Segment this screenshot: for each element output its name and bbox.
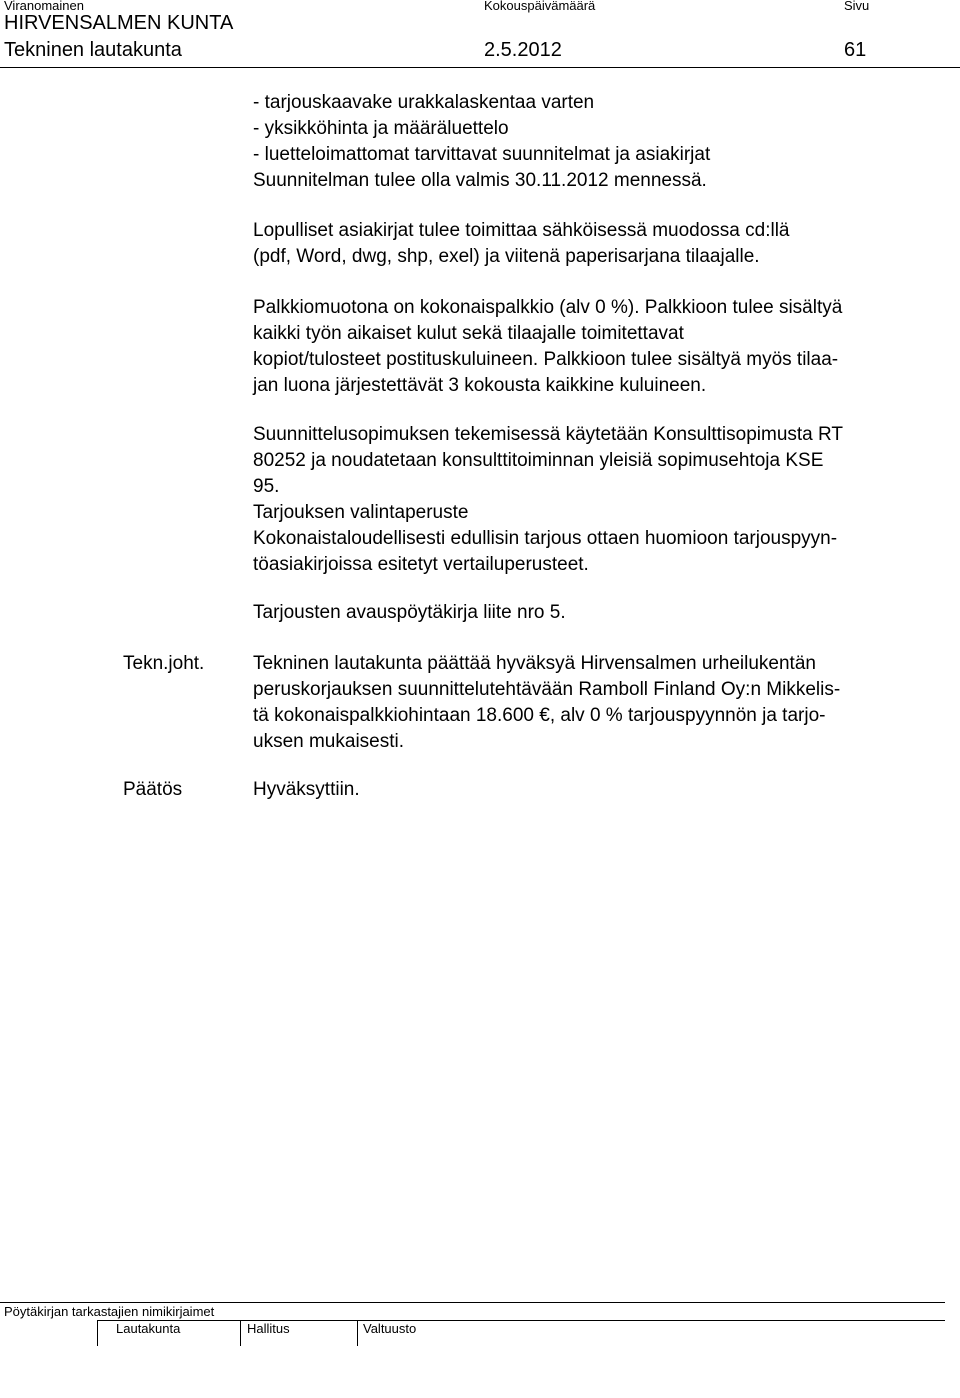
signature-column-board: Lautakunta [116,1321,181,1336]
paragraph-line: uksen mukaisesti. [253,731,405,752]
paragraph-line: jan luona järjestettävät 3 kokousta kaikkine kuluineen. [253,375,707,396]
meeting-date: 2.5.2012 [484,39,562,61]
date-caption: Kokouspäivämäärä [484,0,596,13]
paragraph-line: Palkkiomuotona on kokonaispalkkio (alv 0 %). Palkkioon tulee sisältyä [253,297,843,318]
paragraph-line: 80252 ja noudatetaan konsulttitoiminnan yleisiä sopimusehtoja KSE [253,450,824,471]
paragraph-line: Tarjouksen valintaperuste [253,502,469,523]
paragraph-line: Kokonaistaloudellisesti edullisin tarjous ottaen huomioon tarjouspyyn- [253,528,838,549]
list-line: - luetteloimattomat tarvittavat suunnitelmat ja asiakirjat [253,144,711,165]
paragraph-line: töasiakirjoissa esitetyt vertailuperusteet. [253,554,589,575]
proposal-paragraph [253,651,953,755]
footer-divider [0,1302,945,1303]
signature-box-divider [97,1320,98,1346]
deadline-line: Suunnitelman tulee olla valmis 30.11.2012 mennessä. [253,170,707,191]
list-line: - yksikköhinta ja määräluettelo [253,118,509,139]
decision-label: Päätös [123,779,183,800]
page-number: 61 [844,39,867,61]
signature-box-divider [240,1320,241,1346]
contract-paragraph [253,422,953,578]
paragraph-line: (pdf, Word, dwg, shp, exel) ja viitenä paperisarjana tilaajalle. [253,246,760,267]
signature-box-divider [357,1320,358,1346]
signature-column-government: Hallitus [247,1321,290,1336]
signature-column-council: Valtuusto [363,1321,417,1336]
decision-text: Hyväksyttiin. [253,779,360,800]
fee-paragraph [253,295,953,399]
paragraph-line: peruskorjauksen suunnittelutehtävään Ramboll Finland Oy:n Mikkelis- [253,679,841,700]
paragraph-line: kopiot/tulosteet postituskuluineen. Palkkioon tulee sisältyä myös tilaa- [253,349,839,370]
paragraph-line: 95. [253,476,280,497]
issuer-caption: Viranomainen [4,0,84,13]
paragraph-line: kaikki työn aikaiset kulut sekä tilaajalle toimitettavat [253,323,684,344]
page-caption: Sivu [844,0,870,13]
signature-label: Pöytäkirjan tarkastajien nimikirjaimet [4,1304,215,1319]
proposal-label: Tekn.joht. [123,653,205,674]
tender-materials-list [253,90,953,194]
organization-name: HIRVENSALMEN KUNTA [4,12,234,34]
header-divider [0,67,960,68]
paragraph-line: Suunnittelusopimuksen tekemisessä käytetään Konsulttisopimusta RT [253,424,844,445]
signature-box-line [97,1320,945,1321]
final-documents-paragraph [253,218,953,270]
paragraph-line: Tekninen lautakunta päättää hyväksyä Hirvensalmen urheilukentän [253,653,816,674]
paragraph-line: Lopulliset asiakirjat tulee toimittaa sähköisessä muodossa cd:llä [253,220,790,241]
attachment-paragraph [253,600,953,626]
committee-name: Tekninen lautakunta [4,39,182,61]
attachment-line: Tarjousten avauspöytäkirja liite nro 5. [253,602,566,623]
list-line: - tarjouskaavake urakkalaskentaa varten [253,92,595,113]
paragraph-line: tä kokonaispalkkiohintaan 18.600 €, alv 0 % tarjouspyynnön ja tarjo- [253,705,826,726]
